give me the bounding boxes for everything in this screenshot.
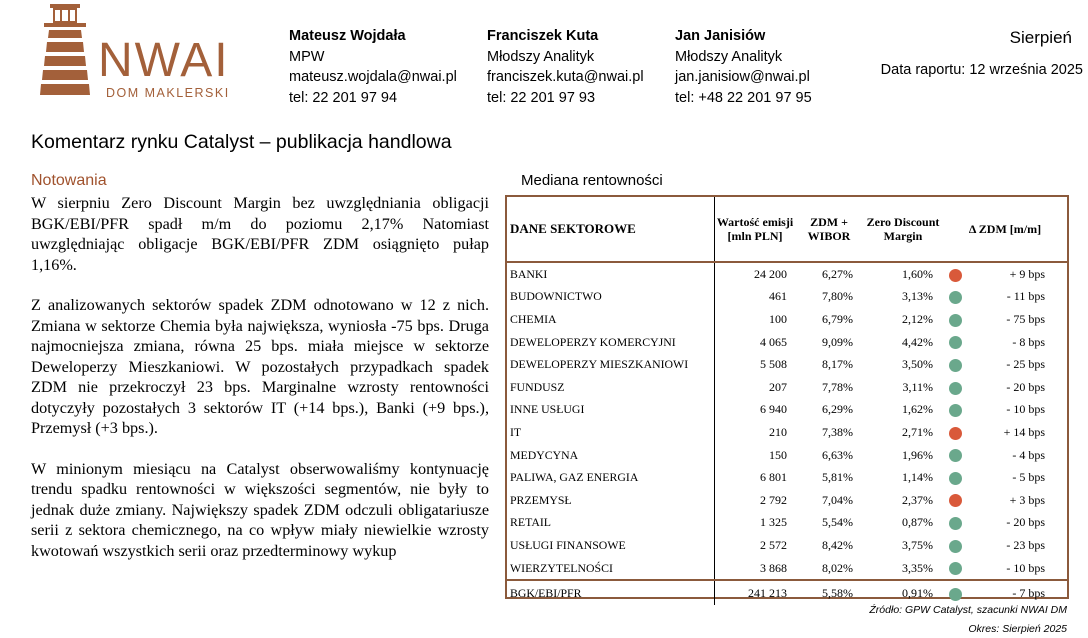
zdm-wibor-cell: 9,09% (822, 334, 853, 349)
change-cell: - 10 bps (1006, 560, 1045, 575)
value-cell: 207 (715, 376, 796, 399)
paragraph: W minionym miesiącu na Catalyst obserwowaliśmy kontynuację trendu spadku rentowności w większości segmentów, nie były to jednak duże zmiany. Największy spadek ZDM odczuli obligatariusze serii z sektora chemicznego, na co wpływ miały niewielkie wzrosty kwotowań wszystkich serii oraz przedterminowy wykup (31, 459, 489, 560)
table-row (507, 557, 1067, 581)
header-zero-margin: Zero Discount Margin (863, 197, 943, 262)
trend-cell (943, 286, 967, 309)
change-cell: + 9 bps (1009, 266, 1045, 281)
value-cell: 24 200 (715, 262, 796, 286)
change-cell: - 25 bps (1006, 357, 1045, 372)
trend-down-dot-icon (949, 540, 962, 553)
table-total-row (507, 580, 1067, 605)
zdm-wibor-cell: 5,54% (822, 515, 853, 530)
sector-cell: IT (510, 424, 522, 439)
yield-table (505, 195, 1069, 599)
zdm-cell: 0,87% (902, 515, 933, 530)
header-value: Wartość emisji [mln PLN] (715, 197, 796, 262)
trend-down-dot-icon (949, 588, 962, 601)
zdm-wibor-cell: 7,04% (822, 492, 853, 507)
zdm-cell: 3,11% (902, 379, 933, 394)
sector-cell: DEWELOPERZY MIESZKANIOWI (510, 357, 689, 372)
trend-down-dot-icon (949, 517, 962, 530)
table-title: Mediana rentowności (521, 172, 663, 189)
change-cell: + 3 bps (1009, 492, 1045, 507)
value-cell: 2 792 (715, 489, 796, 512)
contact-phone: tel: 22 201 97 93 (487, 89, 596, 106)
value-cell: 6 801 (715, 466, 796, 489)
trend-down-dot-icon (949, 449, 962, 462)
sector-cell: USŁUGI FINANSOWE (510, 537, 626, 552)
sector-cell: BUDOWNICTWO (510, 289, 602, 304)
contact-email[interactable]: mateusz.wojdala@nwai.pl (289, 69, 457, 85)
contact-kuta (487, 26, 644, 108)
table-row (507, 421, 1067, 444)
value-cell: 4 065 (715, 331, 796, 354)
contact-email[interactable]: franciszek.kuta@nwai.pl (487, 69, 644, 85)
trend-down-dot-icon (949, 472, 962, 485)
trend-cell (943, 512, 967, 535)
zdm-wibor-cell: 6,79% (822, 311, 853, 326)
zdm-wibor-cell: 6,29% (822, 402, 853, 417)
change-cell: - 8 bps (1012, 334, 1045, 349)
trend-up-dot-icon (949, 269, 962, 282)
zdm-cell: 0,91% (863, 580, 943, 605)
trend-cell (943, 557, 967, 581)
sector-cell: DEWELOPERZY KOMERCYJNI (510, 334, 676, 349)
svg-text:DOM MAKLERSKI: DOM MAKLERSKI (106, 86, 230, 100)
contact-role: Młodszy Analityk (675, 48, 783, 65)
value-cell: 210 (715, 421, 796, 444)
value-cell: 2 572 (715, 534, 796, 557)
trend-cell (943, 399, 967, 422)
contact-phone: tel: +48 22 201 97 95 (675, 89, 812, 106)
trend-down-dot-icon (949, 359, 962, 372)
header-delta: Δ ZDM [m/m] (943, 197, 1067, 262)
zdm-wibor-cell: 8,02% (822, 560, 853, 575)
sector-cell: RETAIL (510, 515, 551, 530)
trend-down-dot-icon (949, 382, 962, 395)
value-cell: 5 508 (715, 353, 796, 376)
article-body (31, 193, 489, 561)
trend-cell (943, 421, 967, 444)
report-month: Sierpień (1009, 28, 1072, 47)
contact-role: Młodszy Analityk (487, 48, 595, 65)
header-zdm-wibor: ZDM + WIBOR (795, 197, 863, 262)
contact-phone: tel: 22 201 97 94 (289, 89, 398, 106)
change-cell: - 5 bps (1012, 470, 1045, 485)
trend-cell (943, 534, 967, 557)
change-cell: - 20 bps (1006, 515, 1045, 530)
value-cell: 100 (715, 308, 796, 331)
nwai-logo (30, 0, 260, 104)
change-cell: - 10 bps (1006, 402, 1045, 417)
zdm-wibor-cell: 6,27% (822, 266, 853, 281)
sector-cell: INNE USŁUGI (510, 402, 585, 417)
zdm-wibor-cell: 7,80% (822, 289, 853, 304)
change-cell: - 7 bps (967, 580, 1067, 605)
value-cell: 241 213 (715, 580, 796, 605)
contact-role: MPW (289, 48, 325, 65)
contact-email[interactable]: jan.janisiow@nwai.pl (675, 69, 810, 85)
zdm-wibor-cell: 5,58% (795, 580, 863, 605)
zdm-wibor-cell: 7,38% (822, 424, 853, 439)
table-row (507, 286, 1067, 309)
zdm-cell: 3,50% (902, 357, 933, 372)
trend-cell (943, 444, 967, 467)
trend-up-dot-icon (949, 494, 962, 507)
sector-cell: BANKI (510, 266, 548, 281)
change-cell: - 23 bps (1006, 537, 1045, 552)
zdm-cell: 1,60% (902, 266, 933, 281)
zdm-cell: 1,96% (902, 447, 933, 462)
table-row (507, 262, 1067, 286)
zdm-wibor-cell: 8,42% (822, 537, 853, 552)
table-row (507, 444, 1067, 467)
svg-text:NWAI: NWAI (98, 34, 230, 87)
change-cell: - 11 bps (1006, 289, 1045, 304)
contact-name: Franciszek Kuta (487, 28, 599, 44)
trend-cell (943, 353, 967, 376)
paragraph: Z analizowanych sektorów spadek ZDM odnotowano w 12 z nich. Zmiana w sektorze Chemia była największa, wyniosła -75 bps. Druga najmocniejsza zmiana, równa 25 bps. miała miejsce w sektorze Deweloperzy Mieszkaniowi. W pozostałych przypadkach spadek ZDM nie przekroczył 23 bps. Marginalne wzrosty rentowności dotyczyły pozostałych 3 sektorów IT (+14 bps.), Banki (+9 bps.), Przemysł (+3 bps.). (31, 296, 489, 437)
change-cell: - 20 bps (1006, 379, 1045, 394)
section-heading: Notowania (31, 172, 107, 189)
sector-cell: FUNDUSZ (510, 379, 565, 394)
change-cell: + 14 bps (1003, 424, 1045, 439)
sector-cell: CHEMIA (510, 311, 557, 326)
trend-up-dot-icon (949, 427, 962, 440)
sector-cell: PALIWA, GAZ ENERGIA (510, 470, 639, 485)
table-row (507, 512, 1067, 535)
table-row (507, 489, 1067, 512)
sector-cell: WIERZYTELNOŚCI (510, 560, 613, 575)
sector-cell: MEDYCYNA (510, 447, 579, 462)
trend-cell (943, 262, 967, 286)
change-cell: - 75 bps (1006, 311, 1045, 326)
sector-cell: PRZEMYSŁ (510, 492, 572, 507)
zdm-cell: 3,35% (902, 560, 933, 575)
page-title: Komentarz rynku Catalyst – publikacja handlowa (31, 131, 452, 153)
trend-cell (943, 376, 967, 399)
zdm-cell: 4,42% (902, 334, 933, 349)
zdm-cell: 3,13% (902, 289, 933, 304)
zdm-wibor-cell: 6,63% (822, 447, 853, 462)
value-cell: 6 940 (715, 399, 796, 422)
table-row (507, 399, 1067, 422)
trend-cell (943, 308, 967, 331)
value-cell: 1 325 (715, 512, 796, 535)
table-header-row (507, 197, 1067, 262)
contact-name: Mateusz Wojdała (289, 28, 406, 44)
contact-name: Jan Janisiów (675, 28, 766, 44)
table-row (507, 308, 1067, 331)
trend-cell (943, 331, 967, 354)
trend-down-dot-icon (949, 314, 962, 327)
lighthouse-icon (30, 0, 260, 104)
zdm-cell: 3,75% (902, 537, 933, 552)
trend-down-dot-icon (949, 404, 962, 417)
trend-cell (943, 489, 967, 512)
zdm-wibor-cell: 5,81% (822, 470, 853, 485)
trend-down-dot-icon (949, 562, 962, 575)
trend-cell (943, 580, 967, 605)
contact-wojdala (289, 26, 457, 108)
trend-down-dot-icon (949, 336, 962, 349)
zdm-cell: 1,62% (902, 402, 933, 417)
table-row (507, 331, 1067, 354)
header-sector: DANE SEKTOROWE (507, 197, 715, 262)
zdm-cell: 2,71% (902, 424, 933, 439)
zdm-cell: 2,37% (902, 492, 933, 507)
change-cell: - 4 bps (1012, 447, 1045, 462)
table-row (507, 353, 1067, 376)
contact-janisiow (675, 26, 812, 108)
source-note: Źródło: GPW Catalyst, szacunki NWAI DM (869, 604, 1067, 616)
table-row (507, 534, 1067, 557)
table-row (507, 376, 1067, 399)
zdm-cell: 2,12% (902, 311, 933, 326)
trend-cell (943, 466, 967, 489)
value-cell: 3 868 (715, 557, 796, 581)
report-date: Data raportu: 12 września 2025 (880, 62, 1083, 78)
zdm-wibor-cell: 8,17% (822, 357, 853, 372)
value-cell: 150 (715, 444, 796, 467)
zdm-wibor-cell: 7,78% (822, 379, 853, 394)
value-cell: 461 (715, 286, 796, 309)
paragraph: W sierpniu Zero Discount Margin bez uwzględniania obligacji BGK/EBI/PFR spadł m/m do poziomu 2,17% Natomiast uwzględniając obligacje BGK/EBI/PFR ZDM osiągnięto pułap 1,16%. (31, 194, 489, 274)
sector-cell: BGK/EBI/PFR (507, 580, 715, 605)
trend-down-dot-icon (949, 291, 962, 304)
table-row (507, 466, 1067, 489)
period-note: Okres: Sierpień 2025 (968, 623, 1067, 635)
zdm-cell: 1,14% (902, 470, 933, 485)
